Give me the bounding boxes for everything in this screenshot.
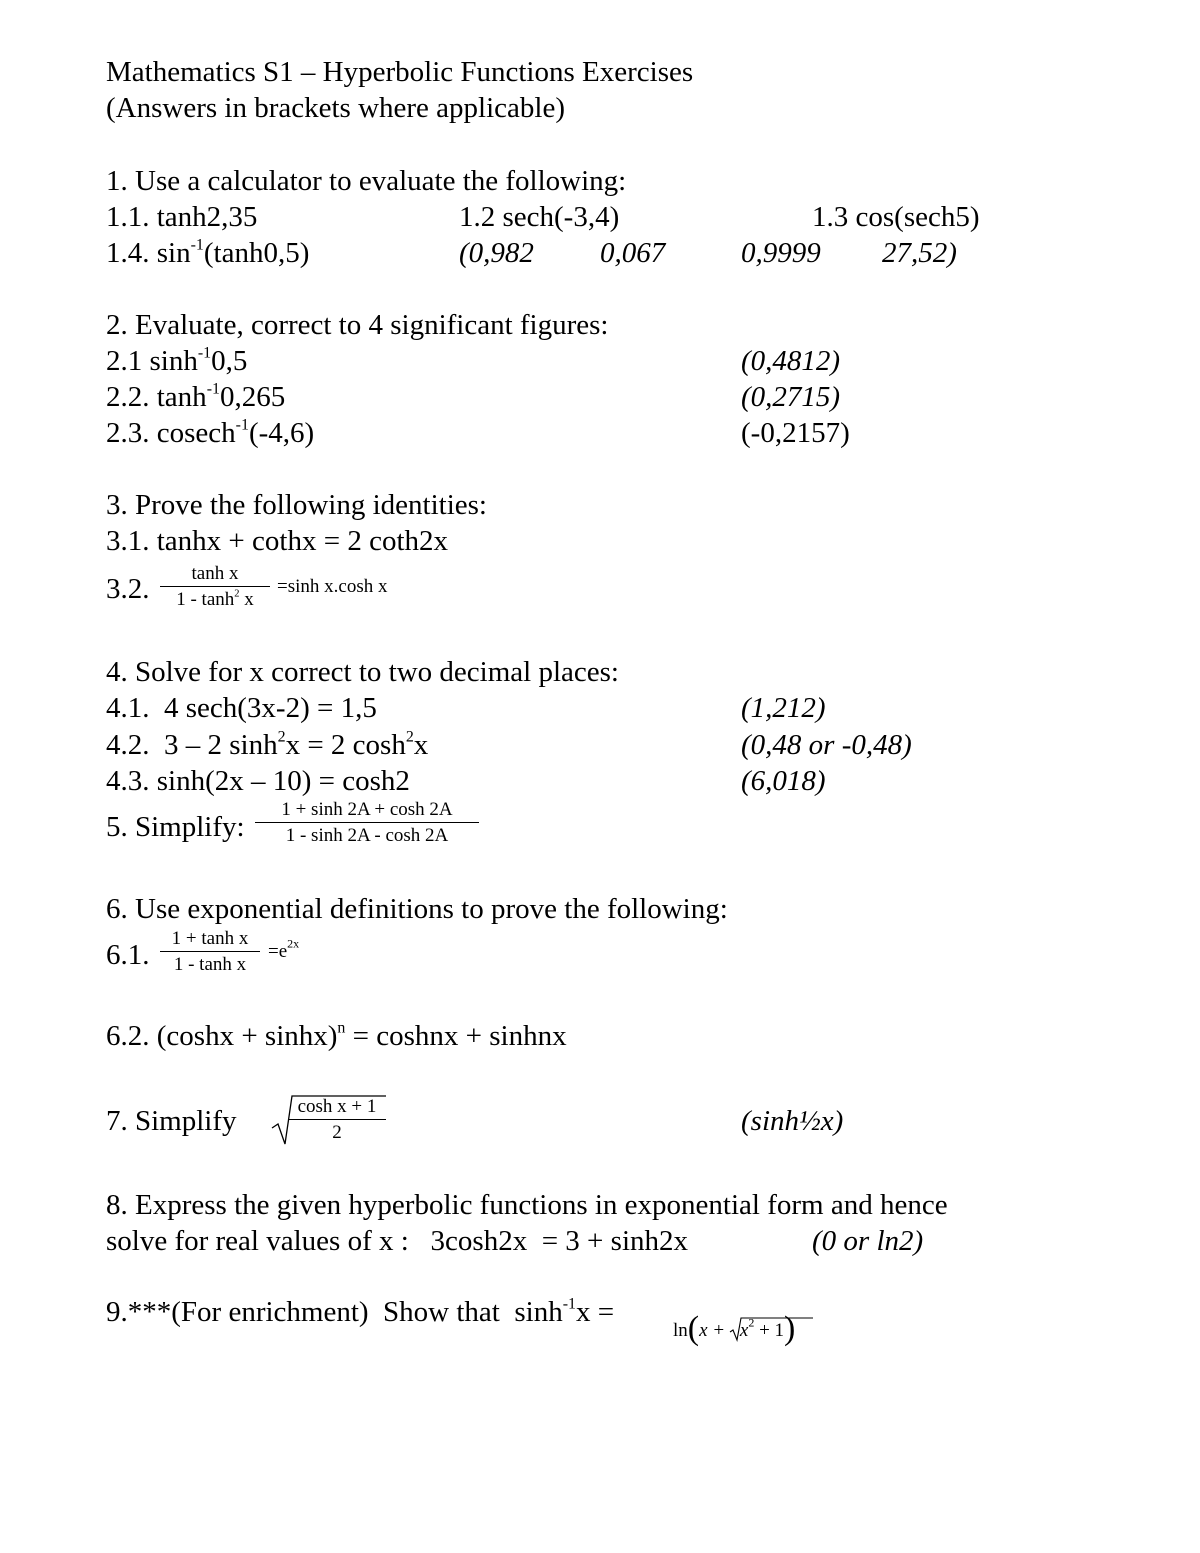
q4-heading: 4. Solve for x correct to two decimal places: [106, 656, 619, 688]
q3-item-1: 3.1. tanhx + cothx = 2 coth2x [106, 525, 448, 557]
q3-item-2-label: 3.2. [106, 573, 150, 605]
q4-item-1: 4.1. 4 sech(3x-2) = 1,5 [106, 692, 377, 724]
fraction-denominator: 1 - sinh 2A - cosh 2A [285, 825, 449, 846]
q2-answer-2: (0,2715) [741, 381, 841, 413]
q6-heading: 6. Use exponential definitions to prove the following: [106, 893, 728, 925]
q1-item-1: 1.1. tanh2,35 [106, 201, 258, 233]
q1-answer-2: 0,067 [600, 237, 666, 269]
q7-label: 7. Simplify [106, 1105, 237, 1137]
q2-item-1: 2.1 $\sinh^{-1}0,5$ [106, 344, 248, 377]
q1-item-4: 1.4. $\sin^{-1}(\tanh 0,5)$ [106, 236, 310, 269]
q9-radical-sign [729, 1316, 815, 1342]
q2-item-2: 2.2. $\tanh^{-1}0,265$ [106, 380, 286, 413]
q2-item-3: 2.3. cosech$^{-1}$(-4,6) [106, 416, 315, 449]
q1-answer-4: 27,52) [882, 237, 957, 269]
q7-fraction [288, 1096, 386, 1144]
q7-answer: (sinh½x) [741, 1105, 844, 1137]
q4-answer-1: (1,212) [741, 692, 826, 724]
fraction-numerator: 1 + sinh 2A + cosh 2A [255, 799, 479, 823]
q9-formula: ln(x + $x^2 + 1$) [665, 1296, 795, 1332]
q8-line-2: solve for real values of x : 3cosh2x = 3 + sinh2x [106, 1225, 688, 1257]
page-subtitle: (Answers in brackets where applicable) [106, 92, 565, 124]
fraction-denominator: $1 - \tanh^2 x$ [176, 588, 254, 610]
fraction-denominator: 1 - tanh x [173, 954, 247, 975]
q9-radical: $x^2 + 1$ [730, 1320, 784, 1342]
q1-answer-3: 0,9999 [741, 237, 821, 269]
q8-answer: (0 or ln2) [812, 1225, 924, 1257]
q1-heading: 1. Use a calculator to evaluate the following: [106, 165, 627, 197]
q2-answer-1: (0,4812) [741, 345, 841, 377]
q6-item-1-rhs: $=e^{2x}$ [268, 936, 300, 962]
q4-item-2: 4.2. 3 – 2 $\sinh^2x = 2$ $\cosh^2x$ [106, 728, 429, 761]
q5-label: 5. Simplify: [106, 811, 245, 843]
fraction-numerator: tanh x [160, 563, 270, 587]
q5-fraction [255, 799, 479, 847]
fraction-numerator: 1 + tanh x [160, 928, 260, 952]
q4-item-3: 4.3. sinh(2x – 10) = cosh2 [106, 765, 410, 797]
q3-item-2-rhs: =sinh x.cosh x [277, 576, 388, 597]
q4-answer-2: (0,48 or -0,48) [741, 729, 912, 761]
q3-item-2-fraction [160, 563, 270, 611]
q6-item-1-fraction [160, 928, 260, 976]
fraction-denominator: 2 [332, 1122, 342, 1143]
q3-heading: 3. Prove the following identities: [106, 489, 487, 521]
page-title: Mathematics S1 – Hyperbolic Functions Exercises [106, 56, 694, 88]
fraction-numerator: cosh x + 1 [288, 1096, 386, 1120]
q8-line-1: 8. Express the given hyperbolic functions in exponential form and hence [106, 1189, 948, 1221]
q1-item-3: 1.3 cos(sech5) [812, 201, 980, 233]
q6-item-1-label: 6.1. [106, 939, 150, 971]
q1-answer-1: (0,982 [459, 237, 534, 269]
q9-statement: 9.***(For enrichment) Show that $\sinh^{-1}x$ = [106, 1295, 622, 1328]
q2-answer-3: (-0,2157) [741, 417, 850, 449]
q6-item-2: 6.2. $(\cosh x + \sinh x)^n$ = coshnx + sinhnx [106, 1019, 567, 1052]
q4-answer-3: (6,018) [741, 765, 826, 797]
q1-item-2: 1.2 sech(-3,4) [459, 201, 620, 233]
q2-heading: 2. Evaluate, correct to 4 significant figures: [106, 309, 609, 341]
